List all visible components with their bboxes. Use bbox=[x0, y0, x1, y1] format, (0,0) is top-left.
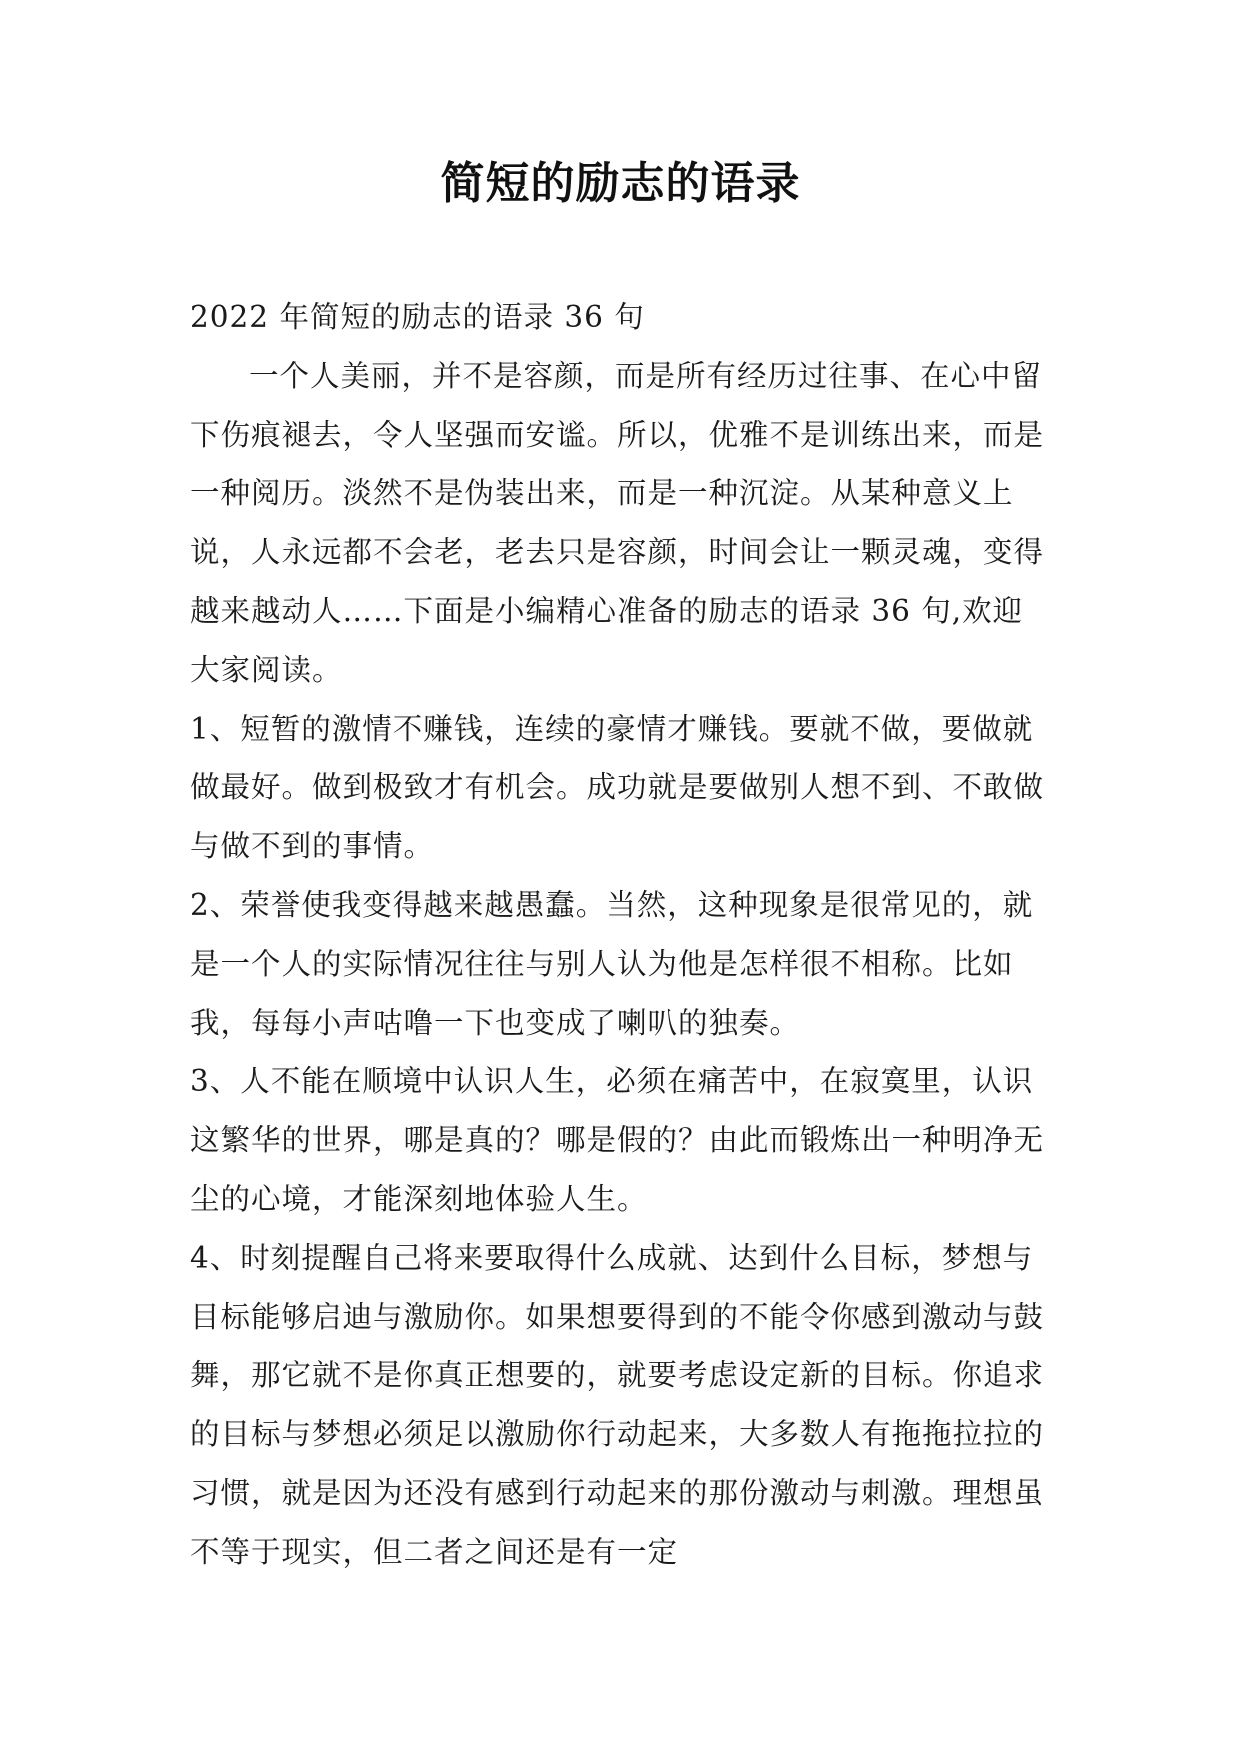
quote-paragraph-2: 2、荣誉使我变得越来越愚蠢。当然，这种现象是很常见的，就是一个人的实际情况往往与别人认为他是怎样很不相称。比如我，每每小声咕噜一下也变成了喇叭的独奏。 bbox=[190, 887, 1034, 1040]
document-body bbox=[190, 288, 1050, 1582]
intro-paragraph: 一个人美丽，并不是容颜，而是所有经历过往事、在心中留下伤痕褪去，令人坚强而安谧。所以，优雅不是训练出来，而是一种阅历。淡然不是伪装出来，而是一种沉淀。从某种意义上说，人永远都不会老，老去只是容颜，时间会让一颗灵魂，变得越来越动人……下面是小编精心准备的励志的语录 36 句,欢迎大家阅读。 bbox=[190, 358, 1045, 687]
page-title: 简短的励志的语录 bbox=[440, 158, 801, 209]
quote-paragraph-3: 3、人不能在顺境中认识人生，必须在痛苦中，在寂寞里，认识这繁华的世界，哪是真的？哪是假的？由此而锻炼出一种明净无尘的心境，才能深刻地体验人生。 bbox=[190, 1064, 1045, 1216]
quote-paragraph-4: 4、时刻提醒自己将来要取得什么成就、达到什么目标，梦想与目标能够启迪与激励你。如果想要得到的不能令你感到激动与鼓舞，那它就不是你真正想要的，就要考虑设定新的目标。你追求的目标与梦想必须足以激励你行动起来，大多数人有拖拖拉拉的习惯，就是因为还没有感到行动起来的那份激动与刺激。理想虽不等于现实，但二者之间还是有一定 bbox=[190, 1240, 1045, 1569]
subtitle-paragraph: 2022 年简短的励志的语录 36 句 bbox=[190, 300, 645, 334]
quote-paragraph-1: 1、短暂的激情不赚钱，连续的豪情才赚钱。要就不做，要做就做最好。做到极致才有机会。成功就是要做别人想不到、不敢做与做不到的事情。 bbox=[190, 711, 1045, 864]
